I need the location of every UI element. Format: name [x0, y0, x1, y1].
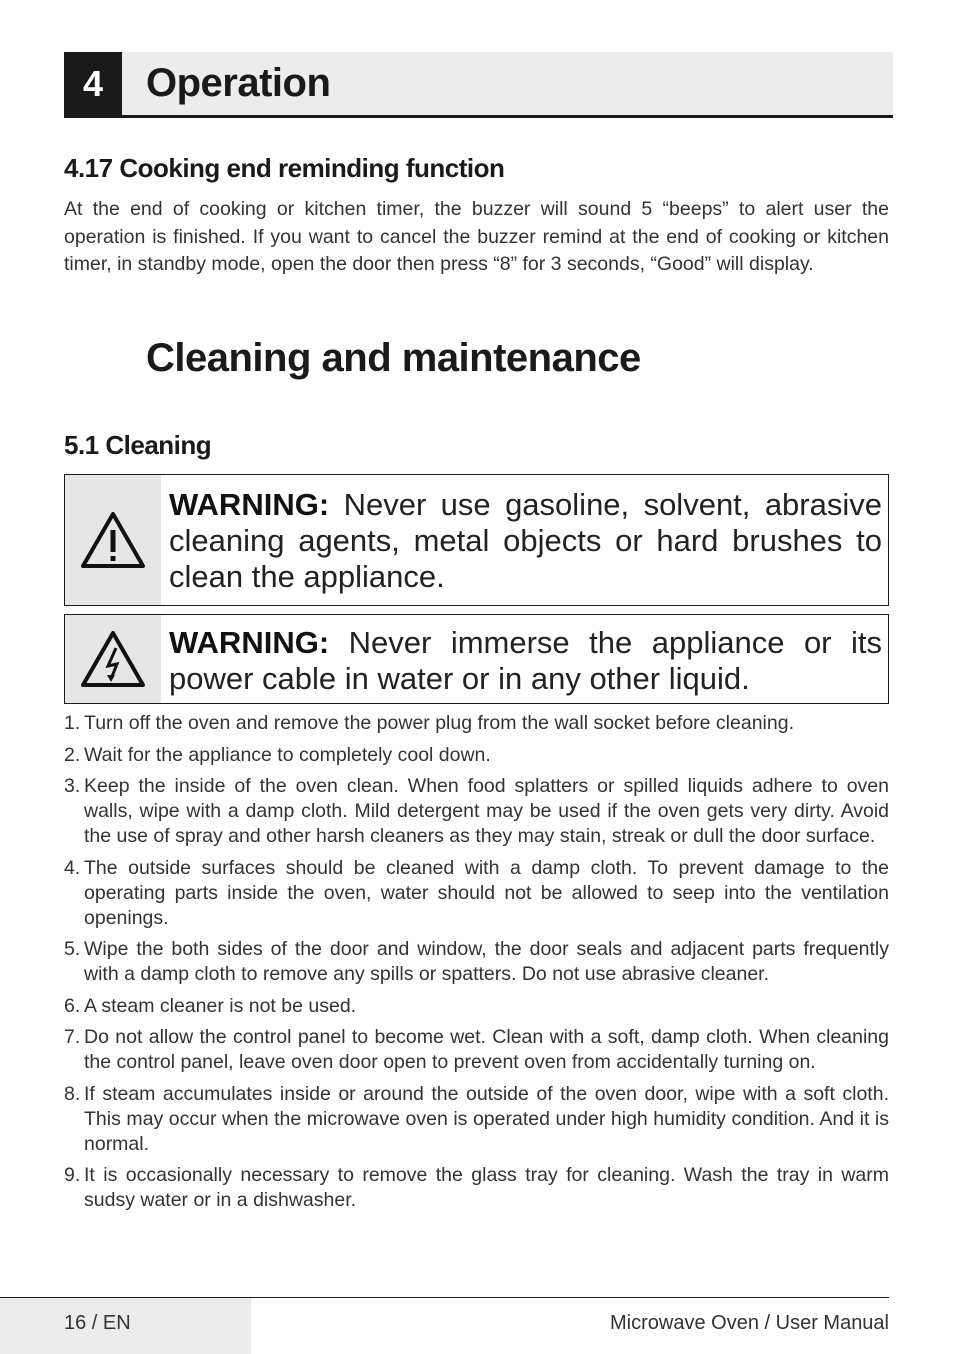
warning-text: [169, 625, 882, 697]
list-item-number: 3.: [64, 775, 81, 797]
list-item-text: It is occasionally necessary to remove the glass tray for cleaning. Wash the tray in warm sudsy water or in a dishwasher.: [84, 1164, 889, 1211]
list-item: [64, 856, 889, 931]
list-item-text: Turn off the oven and remove the power plug from the wall socket before cleaning.: [84, 712, 794, 734]
list-item-number: 4.: [64, 856, 81, 879]
list-item-number: 2.: [64, 743, 81, 766]
list-item: [64, 711, 889, 736]
list-item-text: Wait for the appliance to completely cool down.: [84, 743, 491, 766]
chapter-number: 4: [64, 52, 122, 115]
warning-label: WARNING:: [169, 487, 330, 522]
list-item-number: 6.: [64, 994, 81, 1017]
list-item: [64, 1163, 889, 1213]
list-item: [64, 1025, 889, 1075]
cleaning-steps-list: [64, 711, 889, 1220]
list-item-text: The outside surfaces should be cleaned with a damp cloth. To prevent damage to the operating parts inside the oven, water should not be allowed to seep into the ventilation openings.: [84, 856, 889, 929]
warning-message: Never immerse the appliance or its power cable in water or in any other liquid.: [169, 625, 882, 696]
section-4-17-paragraph: At the end of cooking or kitchen timer, the buzzer will sound 5 “beeps” to alert user the operation is finished. If you want to cancel the buzzer remind at the end of cooking or kitchen timer, in standby mode, open the door then press “8” for 3 seconds, “Good” will display.: [64, 198, 889, 275]
warning-icon-cell: [65, 475, 161, 605]
list-item-text: If steam accumulates inside or around the outside of the oven door, wipe with a soft cloth. This may occur when the microwave oven is operated under high humidity condition. And it is normal.: [84, 1082, 889, 1155]
list-item-text: Do not allow the control panel to become wet. Clean with a soft, damp cloth. When cleaning the control panel, leave oven door open to prevent oven from accidentally turning on.: [84, 1026, 889, 1073]
warning-text: [169, 487, 882, 595]
list-item: [64, 937, 889, 987]
list-item-number: 5.: [64, 938, 81, 960]
chapter-header-bar: [64, 52, 893, 118]
section-heading-4-17: 4.17 Cooking end reminding function: [64, 153, 505, 183]
list-item: [64, 774, 889, 849]
chapter-5-title: Cleaning and maintenance: [146, 336, 641, 380]
document-title: Microwave Oven / User Manual: [610, 1312, 889, 1334]
warning-box-cleaning-agents: [64, 474, 889, 606]
list-item-number: 7.: [64, 1026, 81, 1048]
list-item: [64, 1082, 889, 1157]
list-item-text: Keep the inside of the oven clean. When food splatters or spilled liquids adhere to oven walls, wipe with a damp cloth. Mild detergent may be used if the oven gets very dirty. Avoid the use of spray and other harsh cleaners as they may stain, streak or dull the door surface.: [84, 775, 889, 847]
electric-shock-warning-icon: [80, 630, 146, 688]
warning-message: Never use gasoline, solvent, abrasive cleaning agents, metal objects or hard brushes to clean the appliance.: [169, 487, 882, 594]
list-item-number: 8.: [64, 1082, 81, 1105]
list-item-text: Wipe the both sides of the door and window, the door seals and adjacent parts frequently with a damp cloth to remove any spills or spatters. Do not use abrasive cleaner.: [84, 938, 889, 985]
list-item: [64, 994, 889, 1019]
warning-box-immersion: [64, 614, 889, 704]
exclamation-warning-icon: [80, 511, 146, 569]
list-item: [64, 743, 889, 768]
footer-divider: [0, 1297, 889, 1298]
list-item-text: A steam cleaner is not be used.: [84, 994, 357, 1017]
page-number: 16 / EN: [64, 1312, 131, 1334]
section-heading-5-1: 5.1 Cleaning: [64, 430, 212, 460]
list-item-number: 9.: [64, 1164, 81, 1186]
chapter-title: Operation: [146, 61, 331, 105]
list-item-number: 1.: [64, 712, 81, 734]
warning-icon-cell: [65, 615, 161, 703]
warning-label: WARNING:: [169, 625, 330, 660]
